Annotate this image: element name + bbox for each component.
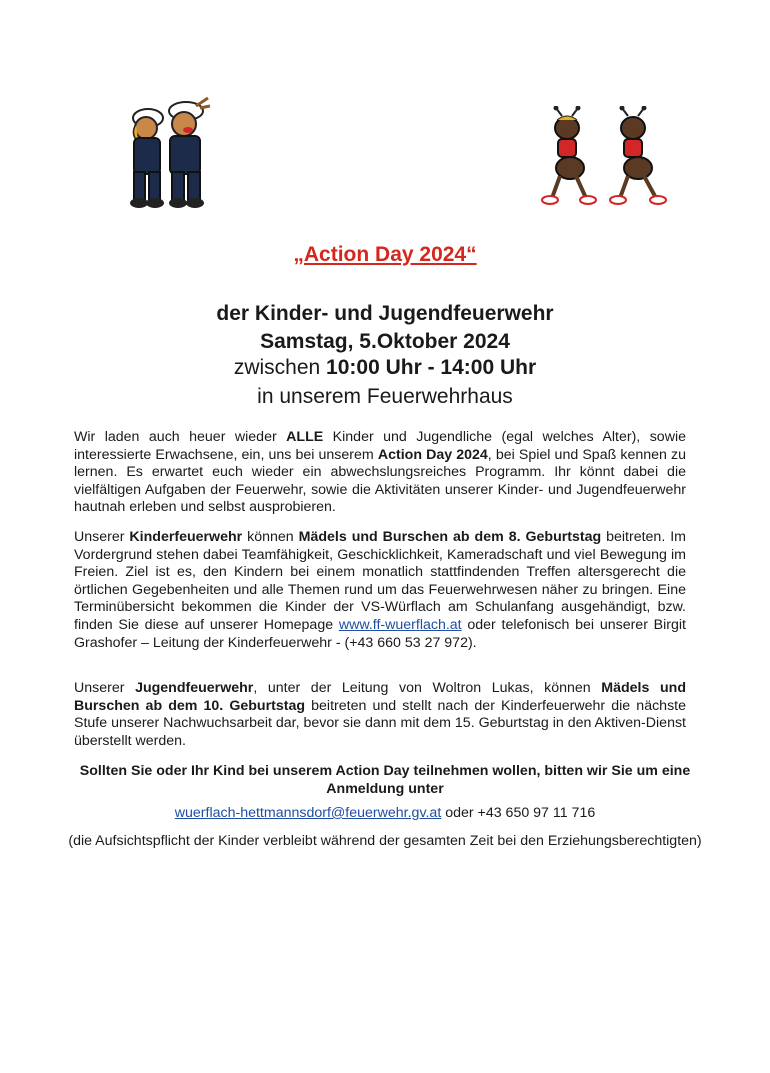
registration-contact [60, 805, 710, 823]
heading-location: in unserem Feuerwehrhaus [257, 385, 513, 408]
kinder-text-age: Mädels und Burschen ab dem 8. Geburtstag [298, 529, 602, 545]
intro-text-action-day: Action Day 2024 [377, 446, 488, 463]
kinder-text-e: beitreten. Im Vordergrund stehen dabei Teamfähigkeit, Geschicklichkeit, Kameradschaft und viel Bewegung im Freien. Ziel ist es, den Kindern bei einem monatlich stattfindenden Treffen altersgerecht die örtlichen Gegebenheiten und alle Themen rund um das Feuerwehrwesen näher zu bringen. Eine Terminübersicht bekommen die Kinder der VS-Würflach am Schulanfang ausgehändigt, bzw. finden Sie diese auf unserer Homepage [74, 529, 686, 633]
registration-request: Sollten Sie oder Ihr Kind bei unserem Action Day teilnehmen wollen, bitten wir Sie um eine Anmeldung unter [79, 763, 691, 797]
firefighter-mascots-illustration [118, 96, 218, 211]
ant-mascots-icon [538, 106, 678, 210]
jugend-text-e: beitreten und stellt nach der Kinderfeuerwehr die nächste Stufe unserer Nachwuchsarbeit dar, bevor sie dann mit dem 15. Geburtstag in den Aktiven-Dienst überstellt werden. [74, 697, 686, 749]
intro-text-all: ALLE [286, 429, 324, 445]
jugendfeuerwehr-paragraph [74, 680, 686, 750]
intro-text-e: , bei Spiel und Spaß kennen zu lernen. Es erwartet euch wieder ein abwechslungsreiches Programm. Ihr könnt dabei die vielfältigen Aufgaben der Feuerwehr, sowie die Aktivitäten unserer Kinder- und Jugendfeuerwehr hautnah erleben und selbst ausprobieren. [74, 446, 686, 516]
jugend-text-title: Jugendfeuerwehr [135, 680, 254, 696]
jugend-text-c: , unter der Leitung von Woltron Lukas, können [253, 680, 602, 696]
ant-mascots-illustration [538, 106, 678, 210]
email-link[interactable]: wuerflach-hettmannsdorf@feuerwehr.gv.at [174, 805, 442, 821]
kinder-text-f: oder telefonisch bei unserer Birgit Grashofer – Leitung der Kinderfeuerwehr - (+43 660 53 27 972). [74, 616, 687, 651]
jugend-text-age: Mädels und Burschen ab dem 10. Geburtstag [74, 680, 686, 714]
supervision-note: (die Aufsichtspflicht der Kinder verbleibt während der gesamten Zeit bei den Erziehungsberechtigten) [68, 833, 702, 849]
heading-date: Samstag, 5.Oktober 2024 [260, 330, 510, 353]
kinder-text-c: können [242, 529, 299, 545]
heading-time-prefix: zwischen [233, 356, 327, 379]
intro-paragraph [74, 429, 686, 517]
firefighter-mascots-icon [118, 96, 218, 211]
kinder-text-title: Kinderfeuerwehr [129, 529, 243, 545]
jugend-text-a: Unserer [74, 680, 136, 696]
intro-text-a: Wir laden auch heuer wieder [74, 429, 287, 445]
homepage-link[interactable]: www.ff-wuerflach.at [338, 616, 462, 633]
kinderfeuerwehr-paragraph [74, 529, 686, 652]
heading-time [0, 356, 770, 380]
intro-text-c: Kinder und Jugendliche (egal welches Alter), sowie interessierte Erwachsene, ein, uns bei unserem [74, 429, 686, 463]
event-title: „Action Day 2024“ [293, 243, 477, 266]
heading-organizer: der Kinder- und Jugendfeuerwehr [216, 302, 554, 325]
kinder-text-a: Unserer [74, 529, 130, 545]
registration-phone: oder +43 650 97 11 716 [441, 805, 596, 821]
heading-time-range: 10:00 Uhr - 14:00 Uhr [326, 356, 537, 379]
